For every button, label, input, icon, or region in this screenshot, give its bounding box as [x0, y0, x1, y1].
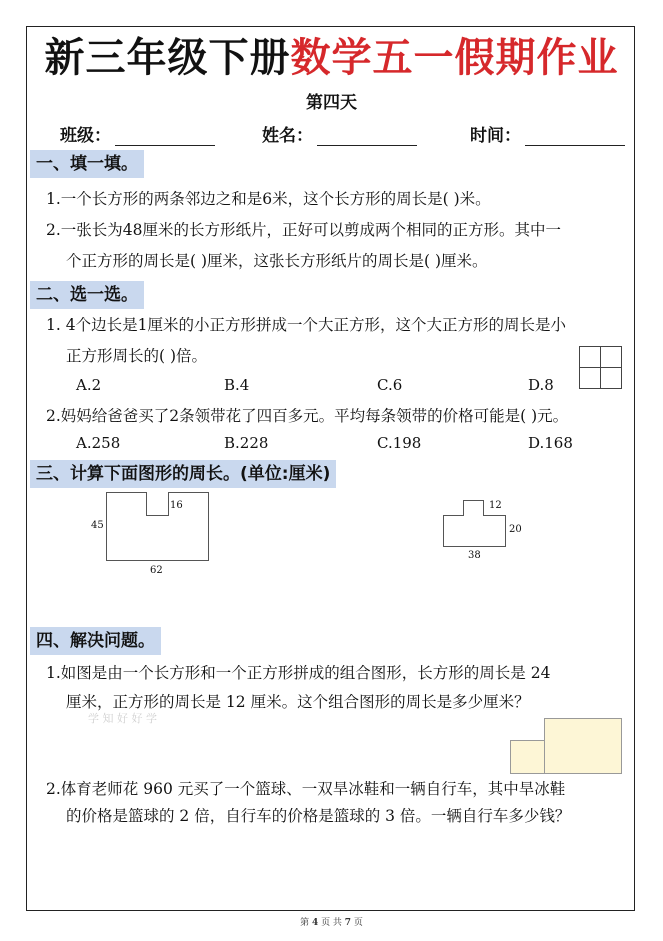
s2-q1-option-b[interactable]: B.4: [224, 376, 250, 394]
section-1-heading: 一、填一填。: [30, 150, 144, 178]
s2-q2-option-c[interactable]: C.198: [377, 434, 422, 452]
time-blank[interactable]: [525, 128, 625, 146]
name-field[interactable]: [262, 121, 417, 146]
s2-q1-option-a[interactable]: A.2: [76, 376, 102, 394]
fig1-notch-label: 16: [170, 500, 183, 511]
footer-total: 7: [344, 918, 352, 928]
time-field[interactable]: [470, 121, 625, 146]
footer-post: 页: [351, 918, 363, 928]
footer-mid: 页 共: [318, 918, 345, 928]
fig1-left-label: 45: [91, 520, 104, 531]
s4-q2-line2: 的价格是篮球的 2 倍，自行车的价格是篮球的 3 倍。一辆自行车多少钱？: [66, 807, 571, 825]
name-blank[interactable]: [317, 128, 417, 146]
section-2-heading: 二、选一选。: [30, 281, 144, 309]
title-red: 数学五一假期作业: [290, 35, 619, 81]
s4-q1-line1: 1.如图是由一个长方形和一个正方形拼成的组合图形，长方形的周长是 24: [46, 664, 551, 682]
page-title: [0, 32, 663, 84]
figure-1: [106, 492, 210, 562]
s4-q1-line2: 厘米，正方形的周长是 12 厘米。这个组合图形的周长是多少厘米？: [66, 693, 530, 711]
s1-q2-line2: 个正方形的周长是( )厘米，这张长方形纸片的周长是( )厘米。: [66, 252, 488, 270]
s2-q2: 2.妈妈给爸爸买了2条领带花了四百多元。平均每条领带的价格可能是( )元。: [46, 407, 569, 425]
time-label: 时间：: [470, 126, 521, 146]
section-4-heading: 四、解决问题。: [30, 627, 161, 655]
title-black: 新三年级下册: [44, 35, 291, 81]
class-field[interactable]: [60, 121, 215, 146]
s2-q1-line2: 正方形周长的( )倍。: [66, 347, 208, 365]
s1-q2-line1: 2.一张长为48厘米的长方形纸片，正好可以剪成两个相同的正方形。其中一: [46, 221, 562, 239]
watermark: 学 知 好 好 学: [88, 712, 157, 725]
composite-figure: [510, 718, 623, 775]
class-blank[interactable]: [115, 128, 215, 146]
fig2-right-label: 20: [509, 524, 522, 535]
s4-q2-line1: 2.体育老师花 960 元买了一个篮球、一双旱冰鞋和一辆自行车，其中旱冰鞋: [46, 780, 566, 798]
day-label: 第四天: [306, 93, 357, 113]
s2-q2-option-d[interactable]: D.168: [528, 434, 573, 452]
section-3-heading: 三、计算下面图形的周长。(单位:厘米): [30, 460, 336, 488]
fig2-top-label: 12: [489, 500, 502, 511]
fig2-bottom-label: 38: [468, 550, 481, 561]
footer-pre: 第: [300, 918, 312, 928]
s2-q2-option-b[interactable]: B.228: [224, 434, 269, 452]
s2-q1-option-c[interactable]: C.6: [377, 376, 403, 394]
s2-q1-line1: 1. 4个边长是1厘米的小正方形拼成一个大正方形，这个大正方形的周长是小: [46, 316, 566, 334]
fig1-bottom-label: 62: [150, 565, 163, 576]
page-footer: [0, 915, 663, 928]
s2-q1-option-d[interactable]: D.8: [528, 376, 554, 394]
class-label: 班级：: [60, 126, 111, 146]
footer-page: 4: [311, 918, 319, 928]
grid-figure: [579, 346, 623, 390]
name-label: 姓名：: [262, 126, 313, 146]
s2-q2-option-a[interactable]: A.258: [76, 434, 121, 452]
s1-q1: 1.一个长方形的两条邻边之和是6米，这个长方形的周长是( )米。: [46, 190, 491, 208]
